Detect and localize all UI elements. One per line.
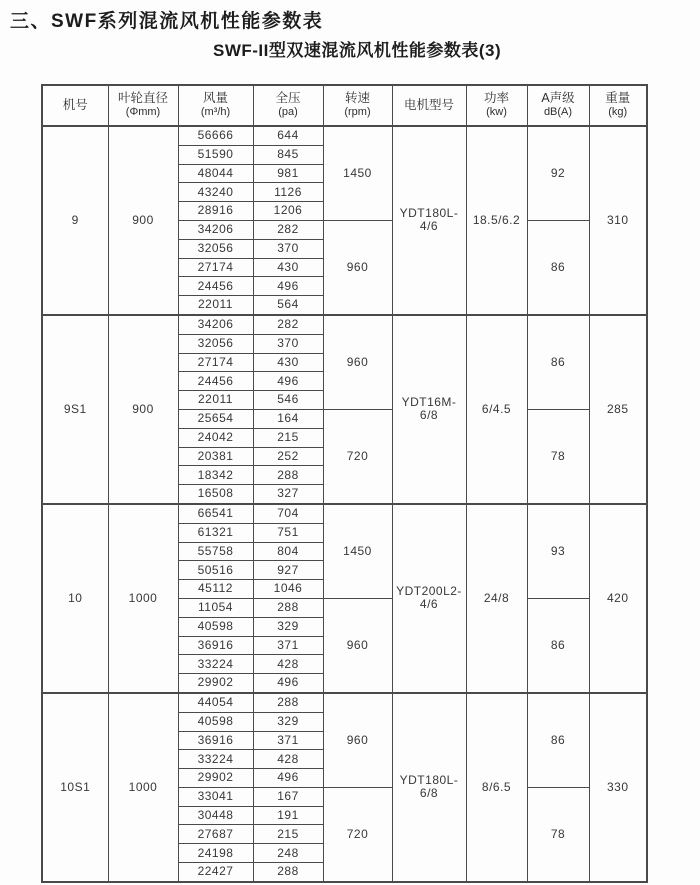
column-header-label: 转速 <box>344 90 370 105</box>
noise-cell: 92 <box>527 126 589 220</box>
pressure-cell: 496 <box>253 674 323 693</box>
page-subtitle: SWF-II型双速混流风机性能参数表(3) <box>213 41 502 60</box>
flow-cell: 27174 <box>178 353 253 372</box>
rpm-cell: 720 <box>323 787 392 881</box>
diameter-cell: 1000 <box>108 693 178 882</box>
flow-cell: 61321 <box>178 523 253 542</box>
column-header-unit: (kg) <box>608 106 628 119</box>
diameter-cell: 900 <box>108 315 178 504</box>
pressure-cell: 288 <box>253 863 323 882</box>
column-header-label: 全压 <box>275 90 301 105</box>
flow-cell: 11054 <box>178 598 253 617</box>
flow-cell: 50516 <box>178 561 253 580</box>
pressure-cell: 191 <box>253 806 323 825</box>
pressure-cell: 546 <box>253 391 323 410</box>
flow-cell: 33224 <box>178 750 253 769</box>
column-header <box>466 85 527 126</box>
column-header-unit: (pa) <box>278 106 298 119</box>
flow-cell: 24456 <box>178 372 253 391</box>
flow-cell: 22011 <box>178 296 253 315</box>
pressure-cell: 981 <box>253 164 323 183</box>
rpm-cell: 960 <box>323 693 392 787</box>
pressure-cell: 1206 <box>253 202 323 221</box>
flow-cell: 25654 <box>178 409 253 428</box>
pressure-cell: 644 <box>253 126 323 145</box>
pressure-cell: 167 <box>253 787 323 806</box>
pressure-cell: 428 <box>253 655 323 674</box>
flow-cell: 51590 <box>178 145 253 164</box>
pressure-cell: 288 <box>253 466 323 485</box>
noise-cell: 86 <box>527 598 589 692</box>
rpm-cell: 1450 <box>323 126 392 220</box>
weight-cell: 285 <box>589 315 647 504</box>
table-row <box>42 126 647 145</box>
column-header <box>589 85 647 126</box>
flow-cell: 44054 <box>178 693 253 712</box>
column-header-label: 叶轮直径 <box>117 90 168 105</box>
column-header <box>392 85 466 126</box>
column-header <box>253 85 323 126</box>
pressure-cell: 164 <box>253 409 323 428</box>
pressure-cell: 288 <box>253 693 323 712</box>
column-header-unit: dB(A) <box>543 106 573 119</box>
pressure-cell: 845 <box>253 145 323 164</box>
flow-cell: 32056 <box>178 239 253 258</box>
pressure-cell: 248 <box>253 844 323 863</box>
model-cell: 10 <box>42 504 108 693</box>
power-cell: 18.5/6.2 <box>466 126 527 315</box>
flow-cell: 29902 <box>178 674 253 693</box>
flow-cell: 28916 <box>178 202 253 221</box>
flow-cell: 22011 <box>178 391 253 410</box>
pressure-cell: 282 <box>253 315 323 334</box>
rpm-cell: 960 <box>323 220 392 314</box>
flow-cell: 45112 <box>178 580 253 599</box>
flow-cell: 16508 <box>178 485 253 504</box>
pressure-cell: 327 <box>253 485 323 504</box>
pressure-cell: 370 <box>253 334 323 353</box>
flow-cell: 43240 <box>178 183 253 202</box>
pressure-cell: 430 <box>253 258 323 277</box>
pressure-cell: 430 <box>253 353 323 372</box>
model-cell: 9 <box>42 126 108 315</box>
column-header <box>527 85 589 126</box>
table-header-row <box>42 85 647 126</box>
column-header-label: 重量 <box>605 90 631 105</box>
pressure-cell: 329 <box>253 712 323 731</box>
noise-cell: 78 <box>527 787 589 881</box>
model-cell: 10S1 <box>42 693 108 882</box>
pressure-cell: 370 <box>253 239 323 258</box>
table-row <box>42 504 647 523</box>
motor-cell: YDT16M-6/8 <box>392 315 466 504</box>
pressure-cell: 215 <box>253 428 323 447</box>
flow-cell: 24198 <box>178 844 253 863</box>
pressure-cell: 371 <box>253 636 323 655</box>
motor-cell: YDT180L-6/8 <box>392 693 466 882</box>
pressure-cell: 751 <box>253 523 323 542</box>
flow-cell: 27174 <box>178 258 253 277</box>
pressure-cell: 371 <box>253 731 323 750</box>
table-row <box>42 315 647 334</box>
column-header <box>108 85 178 126</box>
pressure-cell: 496 <box>253 277 323 296</box>
flow-cell: 29902 <box>178 769 253 788</box>
power-cell: 8/6.5 <box>466 693 527 882</box>
noise-cell: 86 <box>527 220 589 314</box>
column-header-label: 风量 <box>202 90 228 105</box>
flow-cell: 33224 <box>178 655 253 674</box>
pressure-cell: 282 <box>253 220 323 239</box>
flow-cell: 40598 <box>178 712 253 731</box>
pressure-cell: 927 <box>253 561 323 580</box>
flow-cell: 34206 <box>178 220 253 239</box>
column-header <box>323 85 392 126</box>
weight-cell: 330 <box>589 693 647 882</box>
weight-cell: 420 <box>589 504 647 693</box>
weight-cell: 310 <box>589 126 647 315</box>
flow-cell: 32056 <box>178 334 253 353</box>
flow-cell: 24456 <box>178 277 253 296</box>
flow-cell: 20381 <box>178 447 253 466</box>
flow-cell: 56666 <box>178 126 253 145</box>
pressure-cell: 564 <box>253 296 323 315</box>
power-cell: 24/8 <box>466 504 527 693</box>
flow-cell: 40598 <box>178 617 253 636</box>
flow-cell: 33041 <box>178 787 253 806</box>
motor-cell: YDT180L-4/6 <box>392 126 466 315</box>
column-header-unit: (Φmm) <box>125 106 161 119</box>
pressure-cell: 428 <box>253 750 323 769</box>
noise-cell: 93 <box>527 504 589 598</box>
flow-cell: 36916 <box>178 731 253 750</box>
page-title: 三、SWF系列混流风机性能参数表 <box>10 11 324 32</box>
rpm-cell: 960 <box>323 598 392 692</box>
flow-cell: 36916 <box>178 636 253 655</box>
flow-cell: 66541 <box>178 504 253 523</box>
diameter-cell: 1000 <box>108 504 178 693</box>
column-header-label: 功率 <box>483 90 509 105</box>
noise-cell: 86 <box>527 693 589 787</box>
flow-cell: 30448 <box>178 806 253 825</box>
flow-cell: 55758 <box>178 542 253 561</box>
flow-cell: 48044 <box>178 164 253 183</box>
diameter-cell: 900 <box>108 126 178 315</box>
pressure-cell: 329 <box>253 617 323 636</box>
rpm-cell: 1450 <box>323 504 392 598</box>
flow-cell: 18342 <box>178 466 253 485</box>
noise-cell: 78 <box>527 409 589 503</box>
rpm-cell: 960 <box>323 315 392 409</box>
column-header-label: 电机型号 <box>403 97 454 112</box>
motor-cell: YDT200L2-4/6 <box>392 504 466 693</box>
pressure-cell: 496 <box>253 372 323 391</box>
pressure-cell: 1126 <box>253 183 323 202</box>
column-header-label: 机号 <box>62 97 88 112</box>
flow-cell: 34206 <box>178 315 253 334</box>
pressure-cell: 288 <box>253 598 323 617</box>
table-row <box>42 693 647 712</box>
noise-cell: 86 <box>527 315 589 409</box>
table-body <box>42 126 647 882</box>
column-header-unit: (kw) <box>486 106 507 119</box>
pressure-cell: 252 <box>253 447 323 466</box>
model-cell: 9S1 <box>42 315 108 504</box>
column-header <box>178 85 253 126</box>
pressure-cell: 496 <box>253 769 323 788</box>
column-header-label: A声级 <box>541 90 575 105</box>
pressure-cell: 804 <box>253 542 323 561</box>
performance-table <box>41 84 648 883</box>
column-header <box>42 85 108 126</box>
column-header-unit: (m³/h) <box>200 106 231 119</box>
flow-cell: 27687 <box>178 825 253 844</box>
pressure-cell: 215 <box>253 825 323 844</box>
column-header-unit: (rpm) <box>344 106 371 119</box>
flow-cell: 24042 <box>178 428 253 447</box>
flow-cell: 22427 <box>178 863 253 882</box>
rpm-cell: 720 <box>323 409 392 503</box>
pressure-cell: 1046 <box>253 580 323 599</box>
power-cell: 6/4.5 <box>466 315 527 504</box>
pressure-cell: 704 <box>253 504 323 523</box>
